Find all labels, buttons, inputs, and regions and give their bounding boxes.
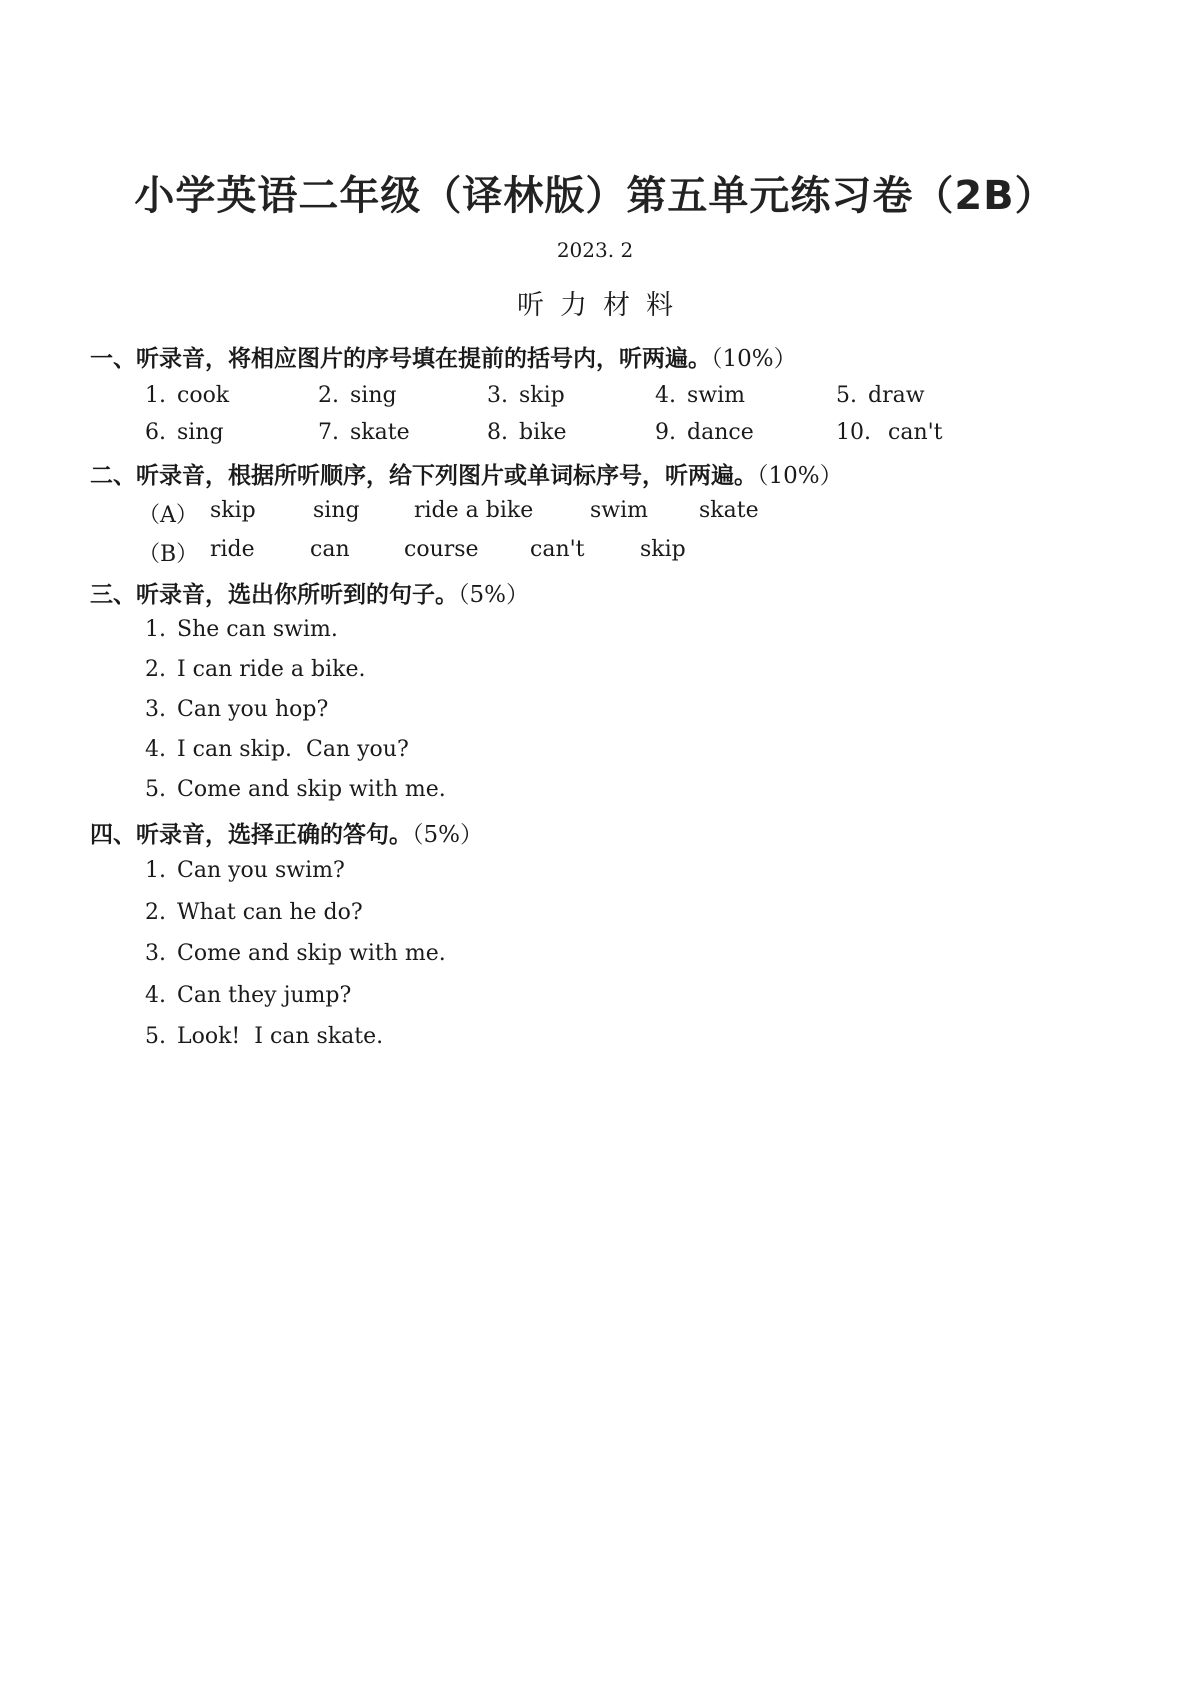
s1-item-8: 8. bike (487, 420, 567, 445)
s2-row-b-word-2: can (310, 537, 350, 562)
date: 2023. 2 (556, 238, 634, 262)
s2-row-b-word-4: can't (530, 537, 585, 562)
s4-item-4: 4. Can they jump? (145, 983, 352, 1008)
s2-row-b-word-1: ride (210, 537, 255, 562)
s4-item-3: 3. Come and skip with me. (145, 941, 446, 966)
s1-item-10: 10. can't (836, 420, 943, 445)
s2-row-a-word-5: skate (699, 498, 759, 523)
s3-item-4: 4. I can skip. Can you? (145, 737, 409, 762)
s2-row-a-word-4: swim (590, 498, 649, 523)
section-4-score: （5%） (412, 822, 483, 848)
section-2-heading-text: 二、听录音，根据所听顺序，给下列图片或单词标序号，听两遍。 (90, 463, 757, 489)
s4-item-5: 5. Look! I can skate. (145, 1024, 384, 1049)
section-1-heading-text: 一、听录音，将相应图片的序号填在提前的括号内，听两遍。 (90, 346, 711, 372)
s3-item-2: 2. I can ride a bike. (145, 657, 366, 682)
s4-item-1: 1. Can you swim? (145, 858, 345, 883)
section-1-score: （10%） (711, 346, 797, 372)
page-title: 小学英语二年级（译林版）第五单元练习卷（2B） (134, 173, 1056, 219)
s2-row-b-word-3: course (404, 537, 479, 562)
s1-item-1: 1. cook (145, 383, 230, 408)
s1-item-6: 6. sing (145, 420, 224, 445)
section-4-heading-text: 四、听录音，选择正确的答句。 (90, 822, 412, 848)
s3-item-5: 5. Come and skip with me. (145, 777, 446, 802)
s2-row-a-word-1: skip (210, 498, 256, 523)
section-1-heading (90, 340, 797, 373)
s2-row-a-word-3: ride a bike (414, 498, 534, 523)
section-2-score: （10%） (757, 463, 843, 489)
section-2-heading (90, 457, 843, 490)
s2-row-a-word-2: sing (313, 498, 360, 523)
s1-item-7: 7. skate (318, 420, 410, 445)
section-4-heading (90, 816, 483, 849)
s2-row-b-word-5: skip (640, 537, 686, 562)
s2-row-a-label: （A） (138, 503, 198, 528)
s3-item-3: 3. Can you hop? (145, 697, 329, 722)
s1-item-4: 4. swim (655, 383, 746, 408)
section-3-heading-text: 三、听录音，选出你所听到的句子。 (90, 582, 458, 608)
s3-item-1: 1. She can swim. (145, 617, 338, 642)
s1-item-3: 3. skip (487, 383, 565, 408)
section-3-heading (90, 576, 529, 609)
s1-item-9: 9. dance (655, 420, 754, 445)
section-3-score: （5%） (458, 582, 529, 608)
s2-row-b-label: （B） (138, 542, 199, 567)
s1-item-2: 2. sing (318, 383, 397, 408)
s4-item-2: 2. What can he do? (145, 900, 363, 925)
s1-item-5: 5. draw (836, 383, 925, 408)
subtitle: 听力材料 (517, 290, 689, 321)
